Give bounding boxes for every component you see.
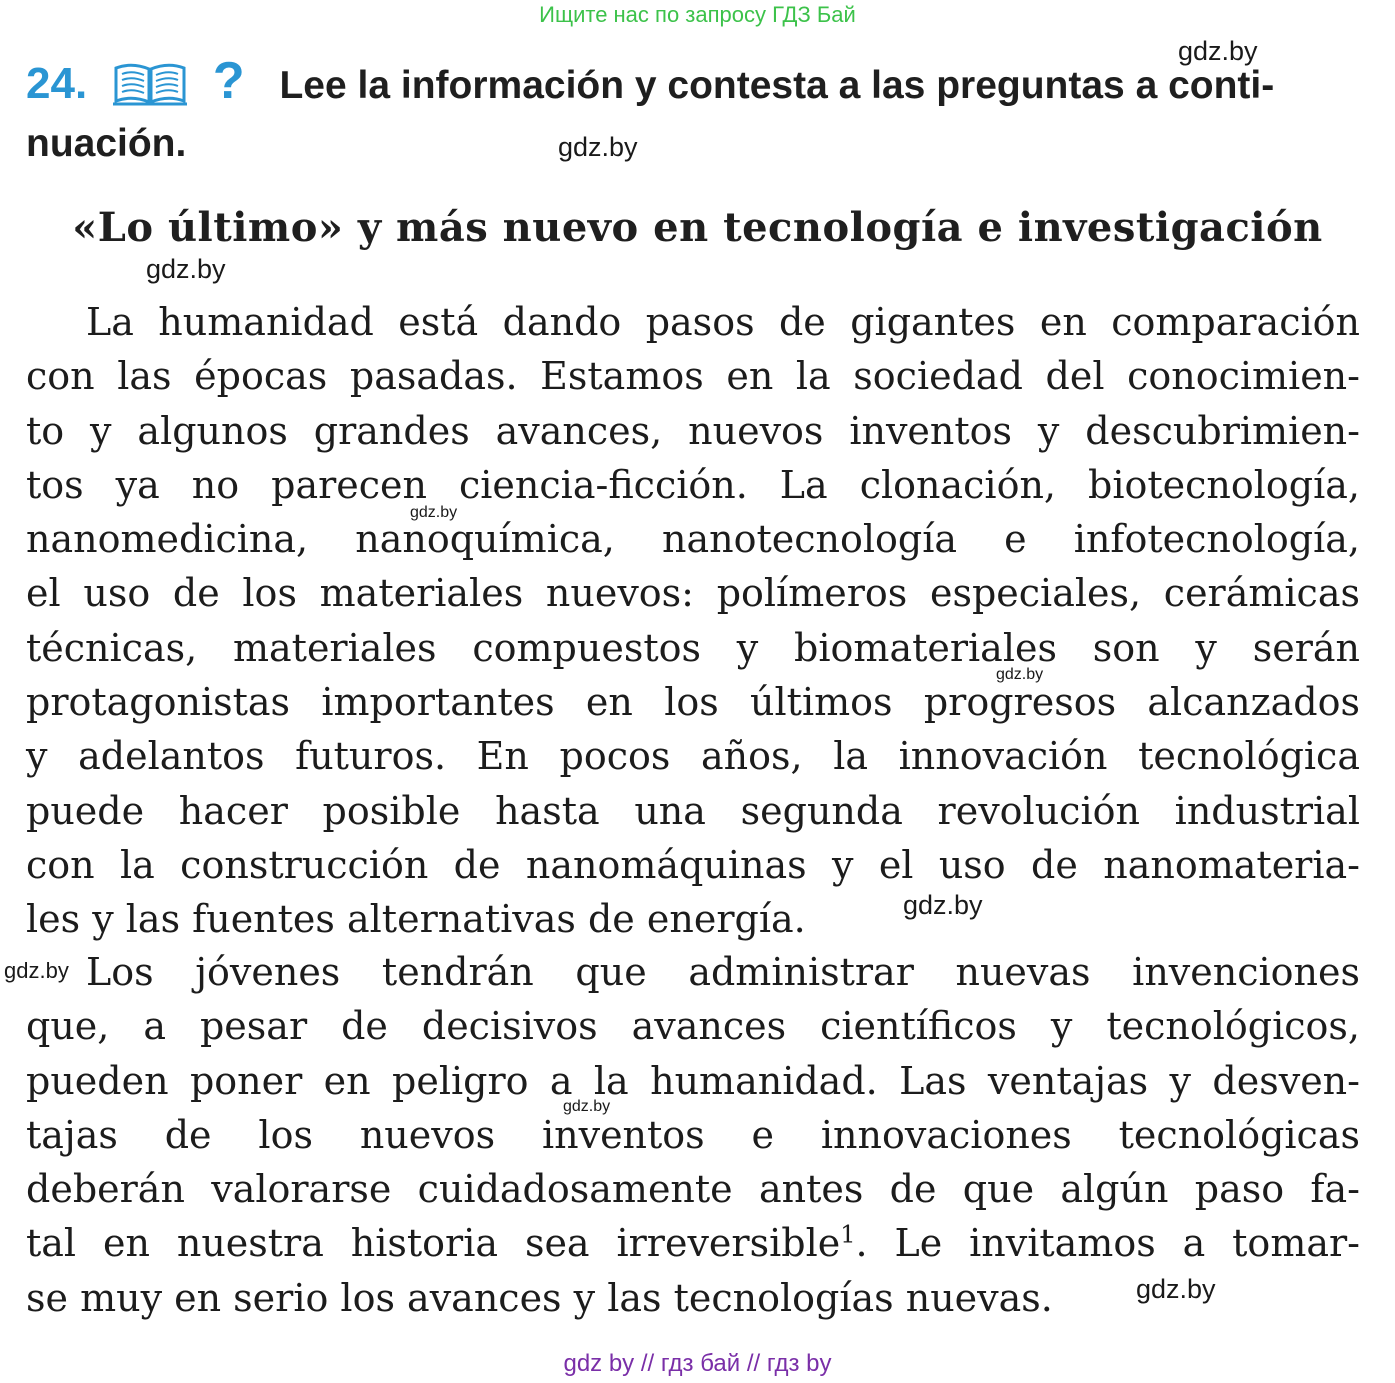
article-title: «Lo último» y más nuevo en tecnología e investigación — [72, 204, 1323, 251]
paragraph-1 — [26, 295, 1360, 947]
top-banner: Ищите нас по запросу ГДЗ Бай — [539, 2, 856, 27]
task-instruction-line2: nuación. — [26, 122, 187, 165]
text-line: Los jóvenes tendrán que administrar nuevas invenciones — [86, 950, 1360, 994]
watermark: gdz.by — [410, 504, 458, 521]
text-line: con la construcción de nanomáquinas y el uso de nanomateria- — [26, 842, 1360, 887]
watermark: gdz.by — [903, 890, 983, 920]
text-line: tajas de los nuevos inventos e innovaciones tecnológicas — [26, 1112, 1360, 1157]
text-fragment: . Le invitamos a tomar- — [855, 1221, 1361, 1266]
text-line: con las épocas pasadas. Estamos en la sociedad del conocimien- — [26, 354, 1360, 399]
task-heading — [26, 52, 1366, 169]
watermark: gdz.by — [1178, 36, 1258, 66]
text-line: que, a pesar de decisivos avances científicos y tecnológicos, — [26, 1004, 1360, 1049]
watermark: gdz.by — [563, 1098, 611, 1115]
watermark: gdz.by — [4, 958, 69, 983]
watermark: gdz.by — [1136, 1274, 1216, 1304]
text-line: puede hacer posible hasta una segunda revolución industrial — [26, 788, 1360, 833]
text-line: pueden poner en peligro a la humanidad. Las ventajas y desven- — [26, 1058, 1360, 1103]
paragraph-2 — [26, 945, 1360, 1325]
book-icon — [112, 60, 188, 119]
text-line — [26, 1216, 1360, 1270]
text-line: y adelantos futuros. En pocos años, la innovación tecnológica — [26, 734, 1360, 779]
text-line: nanomedicina, nanoquímica, nanotecnología e infotecnología, — [26, 517, 1360, 562]
footer-watermark: gdz by // гдз бай // гдз by — [563, 1350, 832, 1377]
text-line: les y las fuentes alternativas de energía. — [26, 897, 806, 942]
text-line: tos ya no parecen ciencia-ficción. La clonación, biotecnología, — [26, 462, 1360, 507]
watermark: gdz.by — [996, 666, 1044, 683]
text-line: La humanidad está dando pasos de gigantes en comparación — [86, 300, 1360, 344]
text-line: to y algunos grandes avances, nuevos inventos y descubrimien- — [26, 408, 1360, 453]
question-icon: ? — [212, 52, 245, 110]
footnote-marker: 1 — [840, 1220, 856, 1249]
task-number: 24. — [26, 59, 88, 108]
text-line: el uso de los materiales nuevos: polímeros especiales, cerámicas — [26, 571, 1360, 616]
text-line: deberán valorarse cuidadosamente antes de que algún paso fa- — [26, 1167, 1360, 1212]
text-line: protagonistas importantes en los últimos progresos alcanzados — [26, 680, 1360, 725]
text-line: se muy en serio los avances y las tecnologías nuevas. — [26, 1275, 1053, 1320]
text-line: técnicas, materiales compuestos y biomateriales son y serán — [26, 625, 1360, 670]
text-fragment: tal en nuestra historia sea irreversible — [26, 1221, 841, 1266]
watermark: gdz.by — [558, 132, 638, 162]
watermark: gdz.by — [146, 254, 226, 284]
task-instruction-line1: Lee la información y contesta a las preguntas a conti- — [279, 64, 1275, 107]
